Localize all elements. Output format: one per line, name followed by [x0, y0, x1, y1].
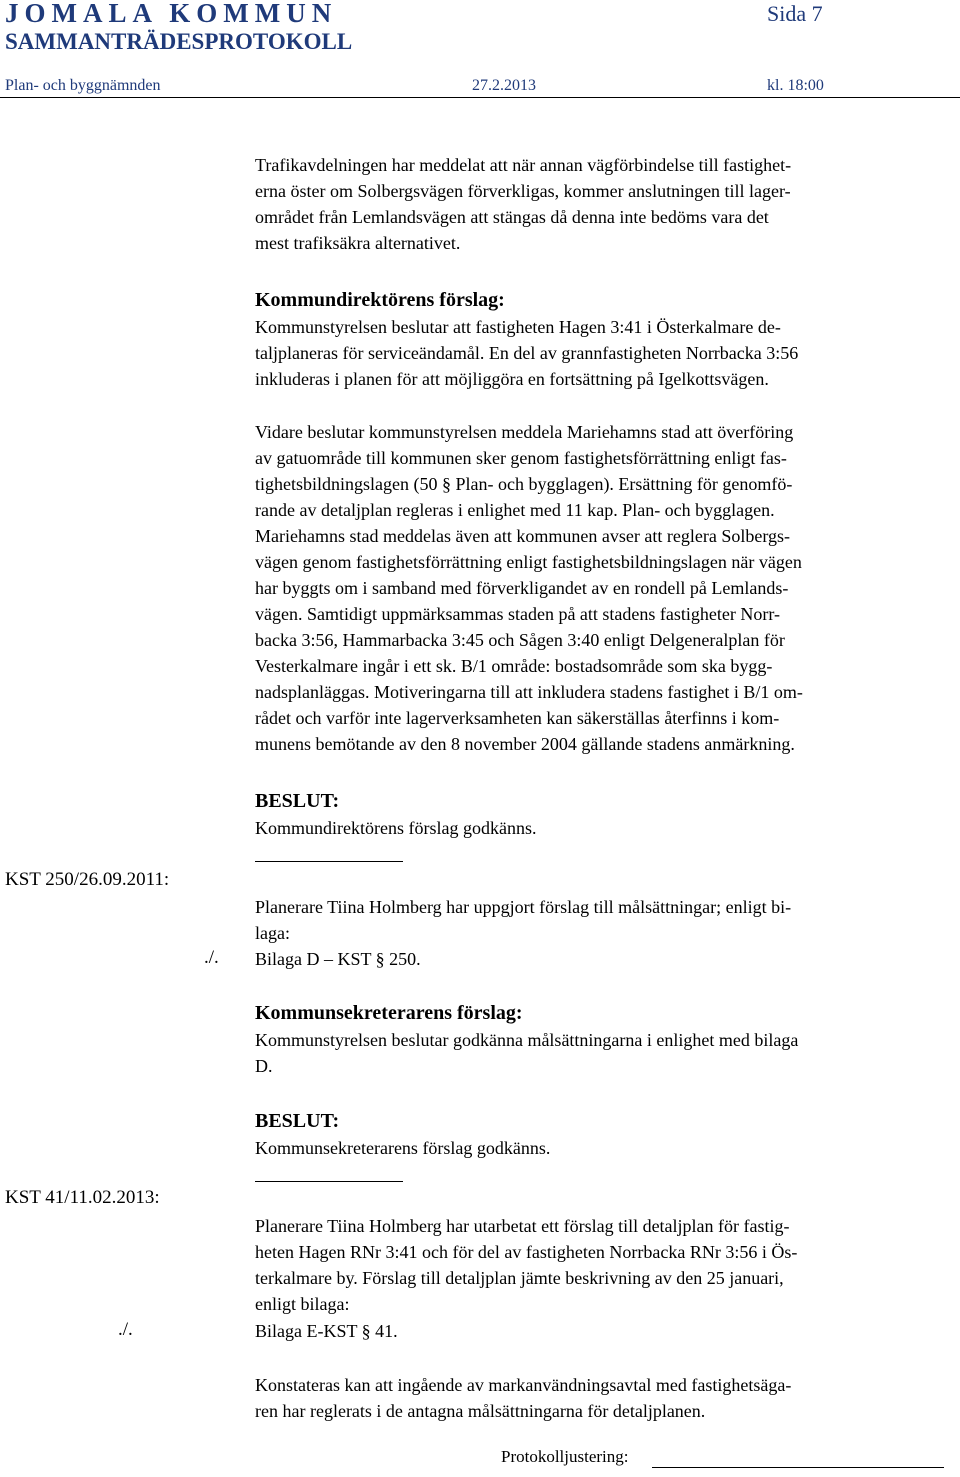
signature-line: [652, 1467, 944, 1468]
body-line: nadsplanläggas. Motiveringarna till att inkludera stadens fastighet i B/1 om-: [255, 682, 803, 702]
body-line: enligt bilaga:: [255, 1294, 350, 1314]
meeting-date: 27.2.2013: [472, 77, 536, 94]
decision-heading: BESLUT:: [255, 790, 340, 812]
body-line: rande av detaljplan regleras i enlighet med 11 kap. Plan- och bygglagen.: [255, 500, 775, 520]
separator-line: [255, 1181, 403, 1182]
body-line: området från Lemlandsvägen att stängas då denna inte bedöms vara det: [255, 207, 769, 227]
decision-text: Kommunsekreterarens förslag godkänns.: [255, 1138, 551, 1158]
protocol-verification-label: Protokolljustering:: [501, 1447, 629, 1466]
body-line: Kommunstyrelsen beslutar godkänna målsättningarna i enlighet med bilaga: [255, 1030, 799, 1050]
body-line: taljplaneras för serviceändamål. En del av grannfastigheten Norrbacka 3:56: [255, 343, 799, 363]
body-line: rådet och varför inte lagerverksamheten kan säkerställas återfinns i kom-: [255, 708, 780, 728]
body-line: backa 3:56, Hammarbacka 3:45 och Sågen 3:40 enligt Delgeneralplan för: [255, 630, 785, 650]
body-line: Kommunstyrelsen beslutar att fastigheten Hagen 3:41 i Österkalmare de-: [255, 317, 781, 337]
body-line: ren har reglerats i de antagna målsättningarna för detaljplanen.: [255, 1401, 706, 1421]
attachment-reference: Bilaga D – KST § 250.: [255, 949, 421, 969]
body-line: av gatuområde till kommunen sker genom fastighetsförrättning enligt fas-: [255, 448, 787, 468]
case-reference: KST 41/11.02.2013:: [5, 1187, 160, 1208]
body-line: vägen. Samtidigt uppmärksammas staden på att stadens fastigheter Norr-: [255, 604, 780, 624]
body-line: Konstateras kan att ingående av markanvändningsavtal med fastighetsäga-: [255, 1375, 792, 1395]
body-line: vägen genom fastighetsförrättning enligt fastighetsbildningslagen när vägen: [255, 552, 802, 572]
body-line: erna öster om Solbergsvägen förverkligas, kommer anslutningen till lager-: [255, 181, 791, 201]
body-line: mest trafiksäkra alternativet.: [255, 233, 461, 253]
page-number: Sida 7: [767, 1, 823, 26]
body-line: Planerare Tiina Holmberg har uppgjort förslag till målsättningar; enligt bi-: [255, 897, 792, 917]
body-line: D.: [255, 1056, 273, 1076]
body-line: munens bemötande av den 8 november 2004 gällande stadens anmärkning.: [255, 734, 795, 754]
body-line: har byggts om i samband med förverkligandet av en rondell på Lemlands-: [255, 578, 789, 598]
board-name: Plan- och byggnämnden: [5, 77, 161, 94]
section-heading: Kommundirektörens förslag:: [255, 289, 505, 311]
body-line: tighetsbildningslagen (50 § Plan- och bygglagen). Ersättning för genomfö-: [255, 474, 793, 494]
body-line: Mariehamns stad meddelas även att kommunen avser att reglera Solbergs-: [255, 526, 790, 546]
body-line: inkluderas i planen för att möjliggöra en fortsättning på Igelkottsvägen.: [255, 369, 769, 389]
body-line: laga:: [255, 923, 290, 943]
body-line: heten Hagen RNr 3:41 och för del av fastigheten Norrbacka RNr 3:56 i Ös-: [255, 1242, 798, 1262]
body-line: terkalmare by. Förslag till detaljplan jämte beskrivning av den 25 januari,: [255, 1268, 784, 1288]
protocol-title: SAMMANTRÄDESPROTOKOLL: [5, 29, 353, 54]
municipality-name: JOMALA KOMMUN: [5, 0, 338, 28]
body-line: Trafikavdelningen har meddelat att när annan vägförbindelse till fastighet-: [255, 155, 792, 175]
body-line: Vidare beslutar kommunstyrelsen meddela Mariehamns stad att överföring: [255, 422, 794, 442]
case-reference: KST 250/26.09.2011:: [5, 869, 170, 890]
decision-text: Kommundirektörens förslag godkänns.: [255, 818, 537, 838]
header-rule: [0, 97, 960, 98]
body-line: Vesterkalmare ingår i ett sk. B/1 område: bostadsområde som ska bygg-: [255, 656, 773, 676]
attachment-reference: Bilaga E-KST § 41.: [255, 1321, 398, 1341]
body-line: Planerare Tiina Holmberg har utarbetat ett förslag till detaljplan för fastig-: [255, 1216, 790, 1236]
decision-heading: BESLUT:: [255, 1110, 340, 1132]
attachment-marker: ./.: [118, 1319, 133, 1340]
section-heading: Kommunsekreterarens förslag:: [255, 1002, 523, 1024]
attachment-marker: ./.: [204, 947, 219, 968]
separator-line: [255, 861, 403, 862]
meeting-time: kl. 18:00: [767, 77, 824, 94]
